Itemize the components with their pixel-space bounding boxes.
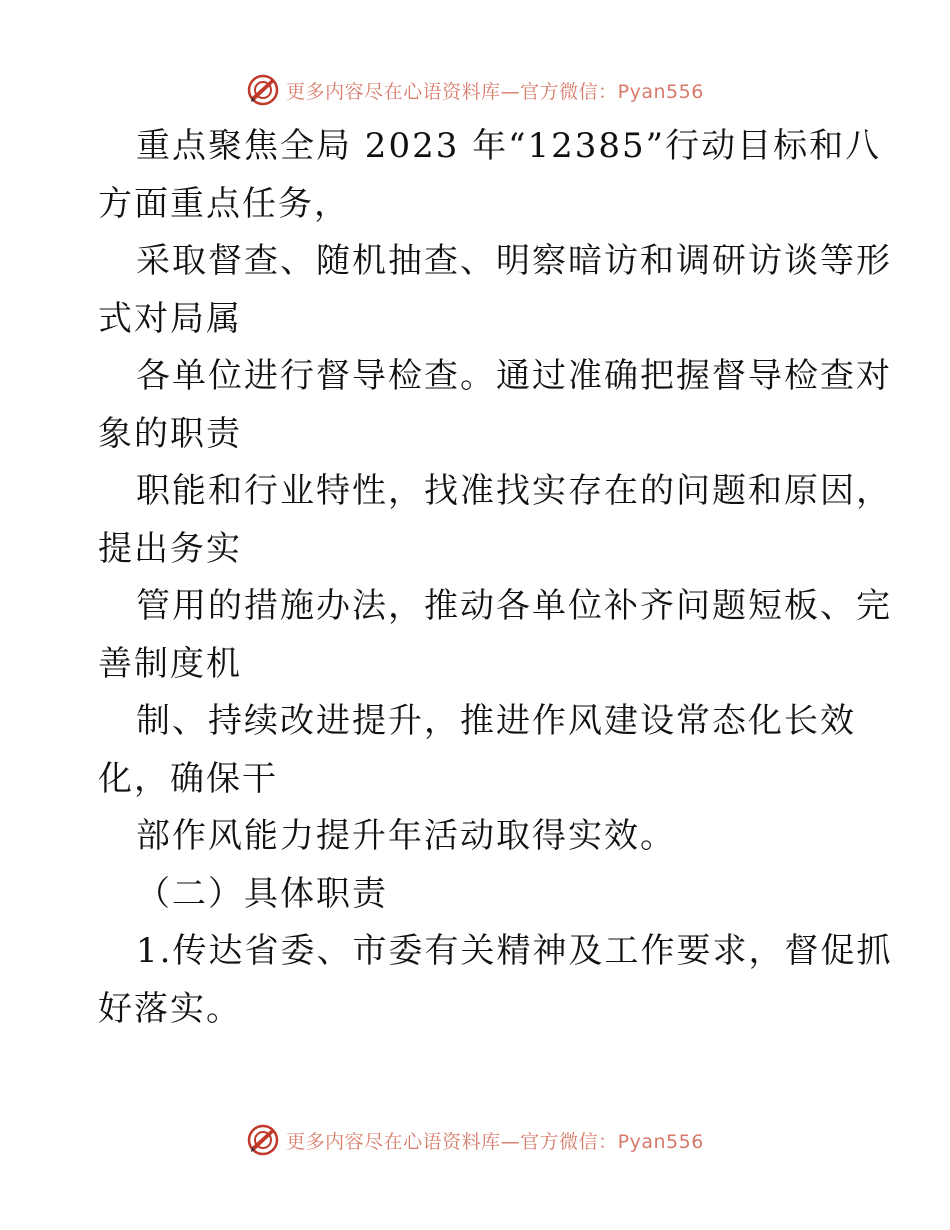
body-line-13: 部作风能力提升年活动取得实效。 bbox=[136, 816, 676, 856]
body-line-10: 善制度机 bbox=[98, 643, 242, 684]
body-line-9: 管用的措施办法，推动各单位补齐问题短板、完 bbox=[136, 586, 892, 626]
body-line-11: 制、持续改进提升，推进作风建设常态化长效 bbox=[136, 701, 856, 741]
brand-logo-icon bbox=[246, 1123, 280, 1157]
body-line-2: 方面重点任务， bbox=[98, 183, 350, 224]
body-line-6: 象的职责 bbox=[98, 413, 242, 454]
body-line-5: 各单位进行督导检查。通过准确把握督导检查对 bbox=[136, 356, 892, 396]
header-banner-text: 更多内容尽在心语资料库—官方微信：Pyan556 bbox=[286, 80, 704, 103]
body-line-4: 式对局属 bbox=[98, 298, 242, 339]
body-line-12: 化，确保干 bbox=[98, 758, 278, 799]
footer-banner-text: 更多内容尽在心语资料库—官方微信：Pyan556 bbox=[286, 1130, 704, 1153]
section-heading: （二）具体职责 bbox=[136, 873, 388, 914]
body-line-15: 1.传达省委、市委有关精神及工作要求，督促抓 bbox=[136, 931, 893, 971]
header-banner bbox=[0, 70, 950, 110]
body-line-3: 采取督查、随机抽查、明察暗访和调研访谈等形 bbox=[136, 241, 892, 281]
body-line-7: 职能和行业特性，找准找实存在的问题和原因， bbox=[136, 471, 892, 511]
brand-logo-icon bbox=[246, 73, 280, 107]
document-body bbox=[98, 118, 893, 1038]
body-line-1: 重点聚焦全局 2023 年“12385”行动目标和八 bbox=[136, 126, 882, 166]
body-line-16: 好落实。 bbox=[98, 988, 242, 1029]
footer-banner bbox=[0, 1120, 950, 1160]
body-line-8: 提出务实 bbox=[98, 528, 242, 569]
